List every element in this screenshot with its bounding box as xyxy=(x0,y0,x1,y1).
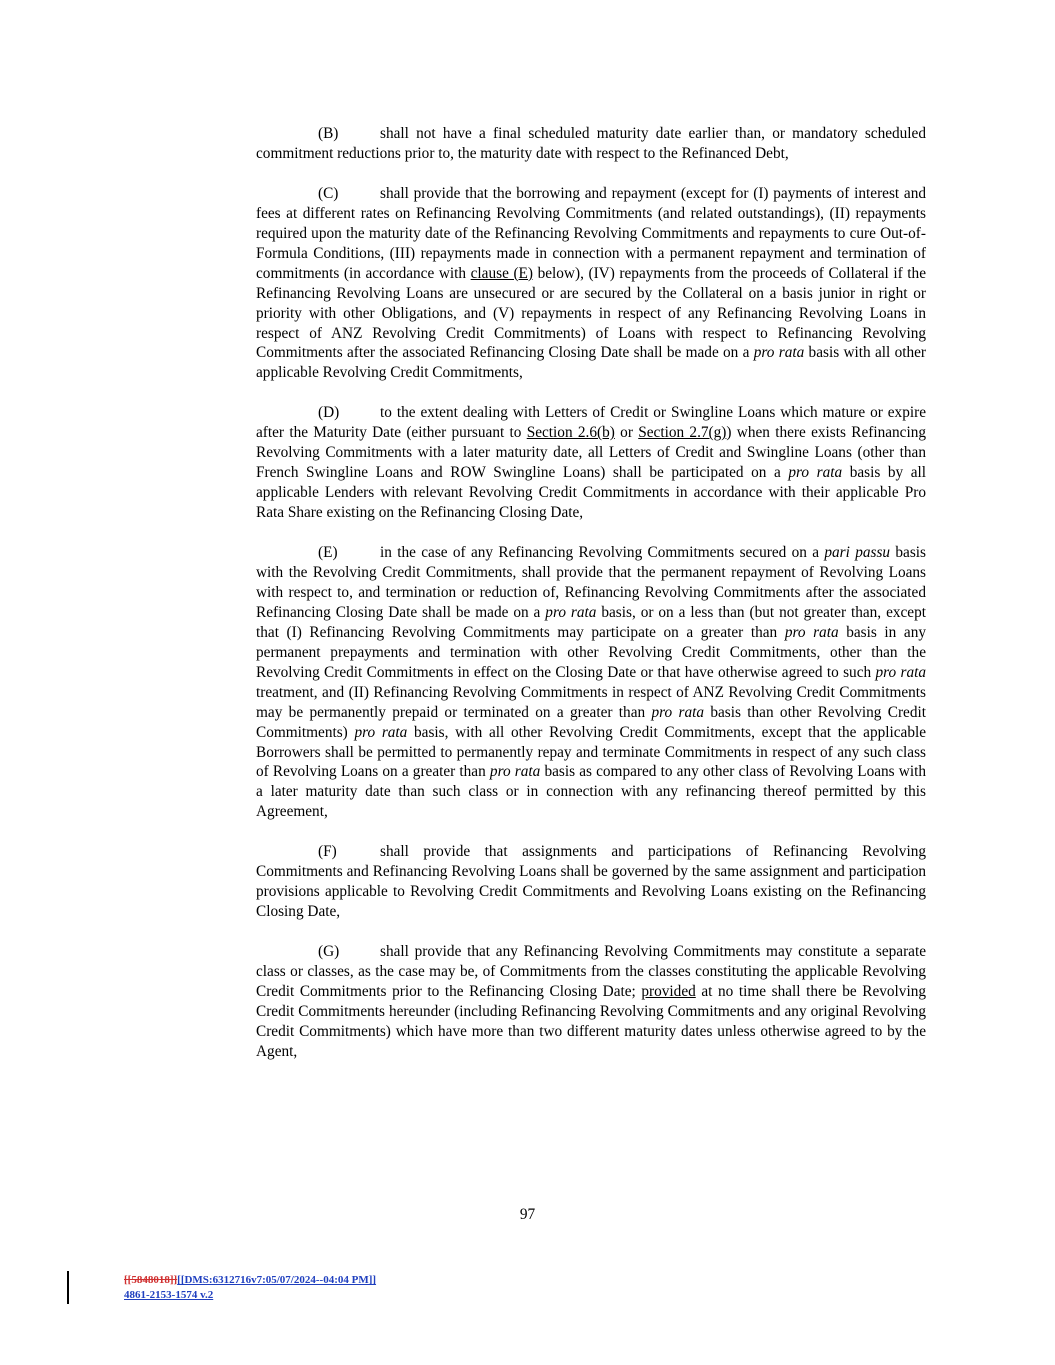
italic-term: pro rata xyxy=(784,623,839,641)
clause-text: below), (IV) repayments from the proceeds of Collateral if the Refinancing Revolving Loans are unsecured or are secured by the Collateral on a basis junior in right or priority with other Obligations, and (V) repayments in respect of any Refinancing Revolving Loans in respect of ANZ Revolving Credit Commitments) of Loans with respect to Refinancing Revolving Commitments after the associated Refinancing Closing Date shall be made on a xyxy=(256,264,926,362)
paragraph-c xyxy=(256,184,926,384)
clause-text: ) when there exists Refinancing Revolving Commitments with a later maturity date, all Letters of Credit and Swingline Loans (other than French Swingline Loans and ROW Swingline Loans) shall be participated on a xyxy=(256,424,926,482)
clause-label: (E) xyxy=(318,543,338,561)
italic-term: pro rata xyxy=(651,703,704,721)
clause-text: to the extent dealing with Letters of Credit or Swingline Loans which mature or expire after the Maturity Date (either pursuant to xyxy=(256,404,926,442)
cross-reference: Section 2.7(g) xyxy=(638,424,727,442)
clause-text: basis with the Revolving Credit Commitments, shall provide that the permanent repayment of Revolving Loans with respect to, and termination or reduction of, Refinancing Revolving Commitments after the associated Refinancing Closing Date shall be made on a xyxy=(256,543,926,621)
clause-text: basis as compared to any other class of Revolving Loans with a later maturity date than such class or in connection with any refinancing thereof permitted by this Agreement, xyxy=(256,763,926,821)
inserted-doc-id: [[DMS:6312716v7:05/07/2024--04:04 PM]] xyxy=(177,1274,377,1286)
clause-text: basis, or on a less than (but not greater than, except that (I) Refinancing Revolving Commitments may participate on a greater than xyxy=(256,603,926,641)
italic-term: pro rata xyxy=(875,663,926,681)
clause-text: shall provide that the borrowing and repayment (except for (I) payments of interest and fees at different rates on Refinancing Revolving Commitments (and related outstandings), (II) repayments required upon the maturity date of the Refinancing Revolving Commitments and repayments to cure Out-of-Formula Conditions, (III) repayments made in connection with a permanent repayment and termination of commitments (in accordance with xyxy=(256,184,926,282)
clause-text: shall not have a final scheduled maturity date earlier than, or mandatory scheduled commitment reductions prior to, the maturity date with respect to the Refinanced Debt, xyxy=(256,125,926,162)
italic-term: pro rata xyxy=(753,344,805,362)
paragraph-d xyxy=(256,403,926,523)
clause-text: basis than other Revolving Credit Commitments) xyxy=(256,703,926,741)
defined-term-provided: provided xyxy=(641,982,696,1000)
clause-label: (F) xyxy=(318,843,337,861)
cross-reference: Section 2.6(b) xyxy=(526,424,615,442)
clause-text: basis, with all other Revolving Credit Commitments, except that the applicable Borrowers shall be permitted to permanently repay and terminate Commitments in respect of any such class of Revolving Loans on a greater than xyxy=(256,723,927,781)
clause-label: (D) xyxy=(318,404,340,422)
footer-id-line xyxy=(124,1273,376,1288)
change-bar xyxy=(67,1271,69,1304)
paragraph-g xyxy=(256,942,926,1062)
deleted-doc-id: [[5848018]] xyxy=(124,1274,178,1286)
paragraph-b xyxy=(256,124,926,164)
clause-text: in the case of any Refinancing Revolving Commitments secured on a xyxy=(380,543,825,561)
clause-label: (B) xyxy=(318,125,339,142)
italic-term: pro rata xyxy=(545,603,597,621)
document-body xyxy=(256,124,926,1082)
page-number: 97 xyxy=(519,1206,536,1223)
clause-text: shall provide that any Refinancing Revolving Commitments may constitute a separate class or classes, as the case may be, of Commitments from the classes constituting the applicable Revolving Credit Commitments prior to the Refinancing Closing Date; xyxy=(256,943,926,1000)
doc-number: 4861-2153-1574 v.2 xyxy=(124,1289,214,1301)
clause-text: at no time shall there be Revolving Credit Commitments hereunder (including Refinancing Revolving Commitments and any original Revolving Credit Commitments) which have more than two different maturity dates unless otherwise agreed to by the Agent, xyxy=(256,982,926,1060)
document-footer xyxy=(124,1273,376,1303)
clause-label: (G) xyxy=(318,943,340,960)
paragraph-e xyxy=(256,543,926,822)
italic-term: pari passu xyxy=(824,543,891,561)
clause-text: basis in any permanent prepayments and termination with other Revolving Credit Commitments, other than the Revolving Credit Commitments in effect on the Closing Date or that have otherwise agreed to such xyxy=(256,623,926,681)
clause-text: treatment, and (II) Refinancing Revolving Commitments in respect of ANZ Revolving Credit Commitments may be permanently prepaid or terminated on a greater than xyxy=(256,683,926,721)
clause-text: or xyxy=(614,424,639,442)
italic-term: pro rata xyxy=(489,763,541,781)
cross-reference: clause (E) xyxy=(470,264,533,282)
paragraph-f xyxy=(256,842,926,922)
clause-text: basis by all applicable Lenders with relevant Revolving Credit Commitments in accordance with their applicable Pro Rata Share existing on the Refinancing Closing Date, xyxy=(256,464,927,522)
italic-term: pro rata xyxy=(788,464,843,482)
clause-label: (C) xyxy=(318,184,339,202)
clause-text: basis with all other applicable Revolving Credit Commitments, xyxy=(256,344,926,382)
italic-term: pro rata xyxy=(354,723,408,741)
clause-text: shall provide that assignments and participations of Refinancing Revolving Commitments and Refinancing Revolving Loans shall be governed by the same assignment and participation provisions applicable to Revolving Credit Commitments and Revolving Loans existing on the Refinancing Closing Date, xyxy=(256,843,926,921)
